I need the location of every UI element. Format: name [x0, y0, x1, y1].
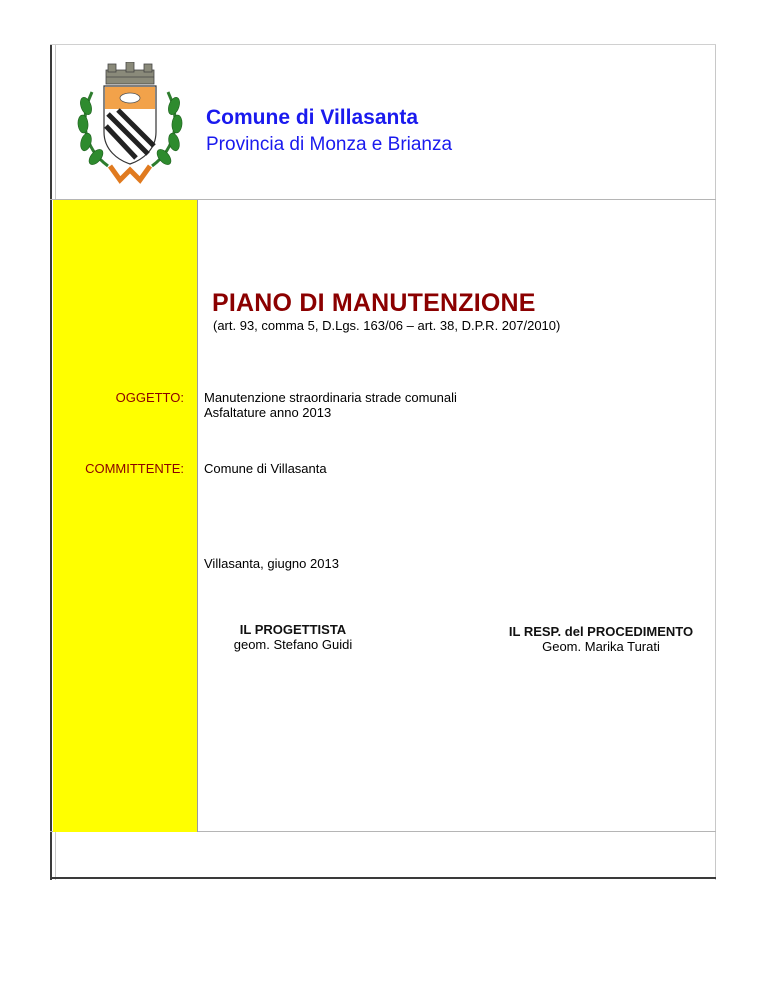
document-legal-reference: (art. 93, comma 5, D.Lgs. 163/06 – art. 38, D.P.R. 207/2010) [213, 318, 561, 333]
responsabile-signature-block [498, 624, 704, 654]
frame-right-border [715, 44, 716, 880]
document-title: PIANO DI MANUTENZIONE [212, 289, 536, 317]
progettista-name: geom. Stefano Guidi [233, 637, 353, 652]
responsabile-role: IL RESP. del PROCEDIMENTO [508, 624, 694, 639]
frame-left-border [50, 44, 52, 880]
oggetto-value-line1: Manutenzione straordinaria strade comunali [204, 390, 457, 405]
provincia-subtitle: Provincia di Monza e Brianza [206, 134, 453, 155]
panel-right-border [197, 200, 198, 832]
progettista-signature-block [228, 622, 358, 652]
comune-title: Comune di Villasanta [206, 106, 418, 129]
oggetto-value-line2: Asfaltature anno 2013 [204, 405, 332, 420]
coat-of-arms-icon [72, 62, 188, 186]
committente-value: Comune di Villasanta [204, 461, 327, 476]
oggetto-label: OGGETTO: [115, 390, 184, 405]
place-date: Villasanta, giugno 2013 [204, 556, 339, 571]
progettista-role: IL PROGETTISTA [239, 622, 347, 637]
responsabile-name: Geom. Marika Turati [542, 639, 660, 654]
frame-bottom-border [50, 877, 716, 879]
frame-top-border [50, 44, 716, 45]
committente-label: COMMITTENTE: [85, 461, 184, 476]
yellow-side-panel [53, 200, 197, 832]
